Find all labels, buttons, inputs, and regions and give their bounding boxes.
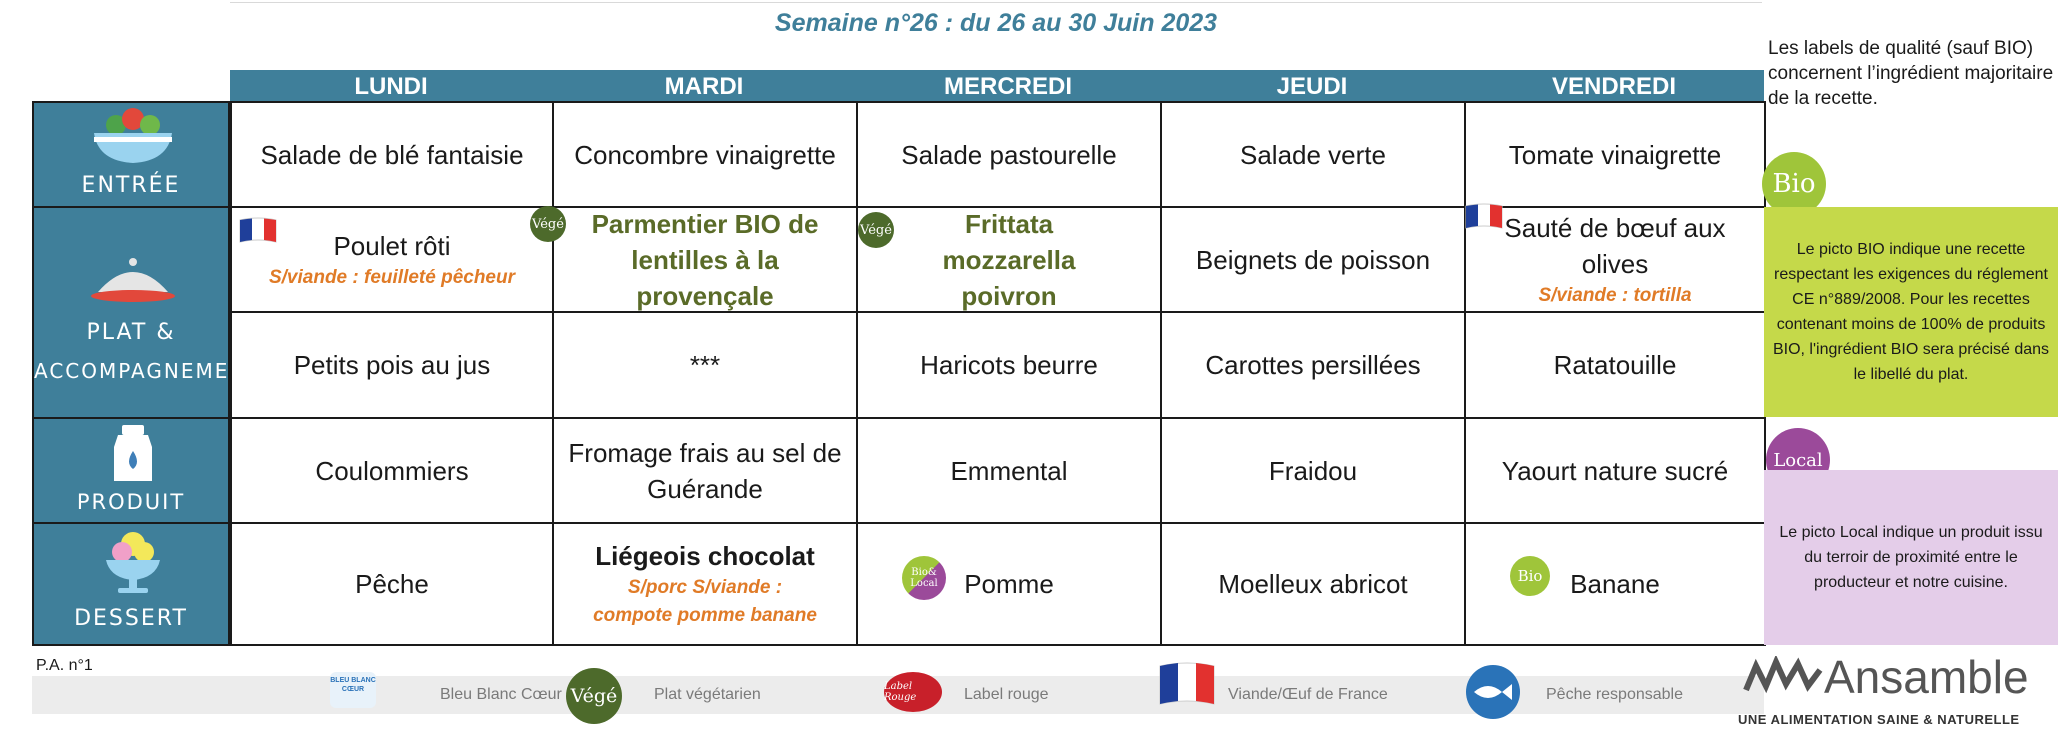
dish-name: Yaourt nature sucré <box>1501 455 1729 486</box>
menu-cell <box>230 206 554 313</box>
dish-name: Petits pois au jus <box>293 350 491 380</box>
dish-name: Pêche <box>355 569 429 599</box>
day-header-lundi: LUNDI <box>230 70 552 102</box>
dish-name: *** <box>689 350 721 380</box>
dish-name: Banane <box>1570 569 1660 599</box>
local-info-text: Le picto Local indique un produit issu du terroir de proximité entre le producteur et notre cuisine. <box>1779 524 2043 591</box>
local-info-box <box>1764 470 2058 645</box>
menu-cell <box>1464 206 1766 313</box>
brand-tagline: UNE ALIMENTATION SAINE & NATURELLE <box>1738 712 2020 727</box>
category-label-laitier: PRODUIT <box>76 490 186 514</box>
menu-cell <box>230 417 554 524</box>
dish-alternative: S/viande : feuilleté pêcheur <box>268 266 516 288</box>
cloche-icon <box>88 254 178 304</box>
vege-badge-icon: Végé <box>530 206 566 242</box>
menu-cell <box>230 311 554 419</box>
label-rouge-logo-icon: Label Rouge <box>884 672 942 712</box>
day-header-jeudi: JEUDI <box>1160 70 1464 102</box>
milk-jug-icon <box>108 423 158 485</box>
ice-cream-icon <box>98 528 168 598</box>
day-header-mercredi: MERCREDI <box>856 70 1160 102</box>
menu-cell <box>1160 417 1466 524</box>
bio-info-box <box>1764 207 2058 417</box>
dish-name: Beignets de poisson <box>1195 244 1431 275</box>
category-plat <box>32 206 261 419</box>
ansamble-logo-icon <box>1742 656 1824 696</box>
dish-name: Salade de blé fantaisie <box>260 139 524 170</box>
legend-viande-oeuf-france: Viande/Œuf de France <box>1228 686 1388 703</box>
quality-labels-note: Les labels de qualité (sauf BIO) concernent l’ingrédient majoritaire de la recette. <box>1768 38 2054 109</box>
menu-cell <box>1160 101 1466 208</box>
menu-cell <box>1160 311 1466 419</box>
legend-peche-responsable: Pêche responsable <box>1546 686 1683 703</box>
vege-badge-icon: Végé <box>858 212 894 248</box>
menu-cell <box>552 417 858 524</box>
dish-name: Carottes persillées <box>1205 350 1421 380</box>
menu-cell <box>552 101 858 208</box>
bio-info-text: Le picto BIO indique une recette respectant les exigences du réglement CE n°889/2008. Pour les recettes contenant moins de 100% de produits BIO, l'ingrédient BIO sera précisé dans le libellé du plat. <box>1772 241 2050 383</box>
page-title: Semaine n°26 : du 26 au 30 Juin 2023 <box>230 2 1762 43</box>
dish-name: Moelleux abricot <box>1218 569 1408 599</box>
category-label-dessert: DESSERT <box>74 606 188 631</box>
menu-cell <box>1464 522 1766 646</box>
menu-cell <box>1464 101 1766 208</box>
dish-name: Coulommiers <box>315 455 469 486</box>
dish-alternative: S/viande : tortilla <box>1538 284 1692 306</box>
menu-cell <box>552 522 858 646</box>
menu-cell <box>230 101 554 208</box>
dish-name: Poulet rôti <box>333 230 451 261</box>
legend-label-rouge: Label rouge <box>964 686 1049 703</box>
dish-name: Haricots beurre <box>920 350 1098 380</box>
menu-cell <box>1160 522 1466 646</box>
dish-name: Fraidou <box>1268 455 1358 486</box>
category-label-plat-1: PLAT & <box>86 320 176 345</box>
dish-name: Liégeois chocolat <box>595 541 815 571</box>
menu-cell <box>552 311 858 419</box>
dish-alternative: S/porc S/viande : compote pomme banane <box>593 577 817 626</box>
legend-bleu-blanc-coeur: Bleu Blanc Cœur <box>440 686 562 703</box>
salad-bowl-icon <box>88 107 178 167</box>
menu-cell <box>856 101 1162 208</box>
france-flag-icon <box>238 216 278 246</box>
dish-name: Frittata mozzarella poivron <box>942 208 1076 311</box>
dish-name: Parmentier BIO de lentilles à la provençale <box>591 208 819 311</box>
category-laitier <box>32 417 230 524</box>
category-dessert <box>32 522 230 646</box>
menu-cell <box>230 522 554 646</box>
dish-name: Emmental <box>950 455 1068 486</box>
bleu-blanc-coeur-logo: BLEU BLANC CŒUR <box>330 672 376 708</box>
menu-cell <box>552 206 858 313</box>
dish-name: Tomate vinaigrette <box>1508 139 1722 170</box>
vege-legend-icon: Végé <box>566 668 622 724</box>
category-label-plat-2: ACCOMPAGNEMENT <box>34 359 261 383</box>
fish-icon <box>1460 664 1526 720</box>
menu-cell <box>1160 206 1466 313</box>
bio-local-badge-icon <box>902 556 946 600</box>
local-badge-icon: Local <box>1766 428 1830 492</box>
dish-name: Sauté de bœuf aux olives <box>1504 212 1726 279</box>
france-flag-legend-icon <box>1158 660 1216 710</box>
bio-local-badge-line-2: Local <box>910 578 938 589</box>
day-header-mardi: MARDI <box>552 70 856 102</box>
pa-number: P.A. n°1 <box>36 657 93 674</box>
day-header-vendredi: VENDREDI <box>1464 70 1764 102</box>
menu-cell <box>856 417 1162 524</box>
dish-name: Ratatouille <box>1553 350 1677 380</box>
category-label-entree: ENTRÉE <box>81 173 181 198</box>
menu-cell <box>1464 311 1766 419</box>
dish-name: Salade verte <box>1240 139 1386 170</box>
dish-name: Pomme <box>964 569 1054 599</box>
menu-cell <box>856 206 1162 313</box>
dish-name: Fromage frais au sel de Guérande <box>568 437 842 504</box>
menu-cell <box>856 311 1162 419</box>
brand-name: Ansamble <box>1824 651 2029 703</box>
dish-name: Concombre vinaigrette <box>574 139 836 170</box>
bio-badge-icon: Bio <box>1762 152 1826 216</box>
france-flag-icon <box>1464 202 1504 232</box>
menu-cell <box>1464 417 1766 524</box>
bio-local-badge-line-1: Bio& <box>911 567 937 578</box>
legend-plat-vegetarien: Plat végétarien <box>654 686 761 703</box>
category-entree <box>32 101 230 208</box>
bio-badge-icon: Bio <box>1510 556 1550 596</box>
dish-name: Salade pastourelle <box>901 139 1117 170</box>
